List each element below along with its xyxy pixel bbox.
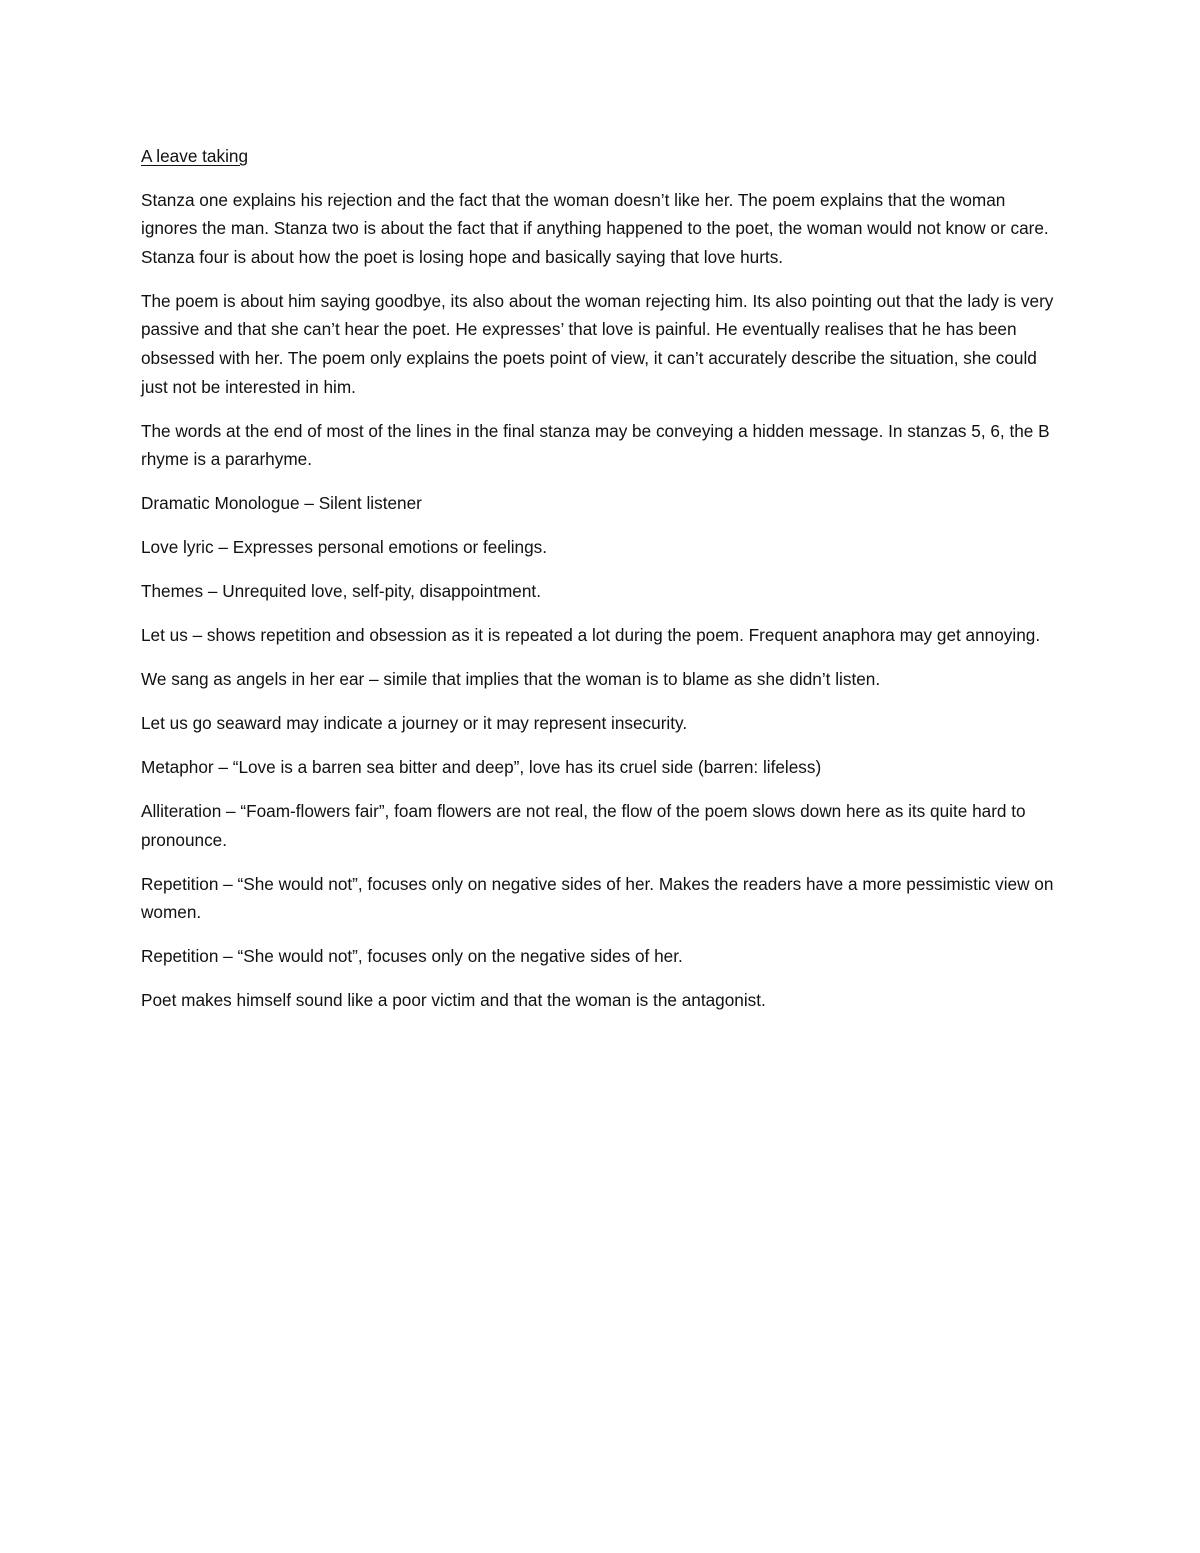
document-title: A leave taking [141,146,249,166]
paragraph-stanza-summary: Stanza one explains his rejection and the fact that the woman doesn’t like her. The poem explains that the woman ignores the man. Stanza two is about the fact that if anything happened to the poet, the woman would not know or care. Stanza four is about how the poet is losing hope and basically saying that love hurts. [141,189,1049,267]
paragraph-love-lyric: Love lyric – Expresses personal emotions or feelings. [141,537,548,558]
paragraph-themes: Themes – Unrequited love, self-pity, disappointment. [141,581,541,602]
paragraph-final-stanza: The words at the end of most of the lines in the final stanza may be conveying a hidden message. In stanzas 5, 6, the B rhyme is a pararhyme. [141,420,1050,470]
paragraph-metaphor: Metaphor – “Love is a barren sea bitter and deep”, love has its cruel side (barren: lifeless) [141,757,822,778]
document-body [141,142,1061,1030]
paragraph-repetition-1: Repetition – “She would not”, focuses only on negative sides of her. Makes the readers have a more pessimistic view on women. [141,873,1054,923]
paragraph-simile: We sang as angels in her ear – simile that implies that the woman is to blame as she didn’t listen. [141,669,881,690]
paragraph-let-us: Let us – shows repetition and obsession as it is repeated a lot during the poem. Frequent anaphora may get annoying. [141,625,1041,646]
paragraph-victim: Poet makes himself sound like a poor victim and that the woman is the antagonist. [141,990,766,1011]
paragraph-seaward: Let us go seaward may indicate a journey or it may represent insecurity. [141,713,688,734]
paragraph-repetition-2: Repetition – “She would not”, focuses only on the negative sides of her. [141,946,683,967]
paragraph-dramatic-monologue: Dramatic Monologue – Silent listener [141,493,422,514]
paragraph-alliteration: Alliteration – “Foam-flowers fair”, foam flowers are not real, the flow of the poem slows down here as its quite hard to pronounce. [141,801,1026,850]
paragraph-poem-about: The poem is about him saying goodbye, its also about the woman rejecting him. Its also pointing out that the lady is very passive and that she can’t hear the poet. He expresses’ that love is painful. He eventually realises that he has been obsessed with her. The poem only explains the poets point of view, it can’t accurately describe the situation, she could just not be interested in him. [141,290,1054,397]
